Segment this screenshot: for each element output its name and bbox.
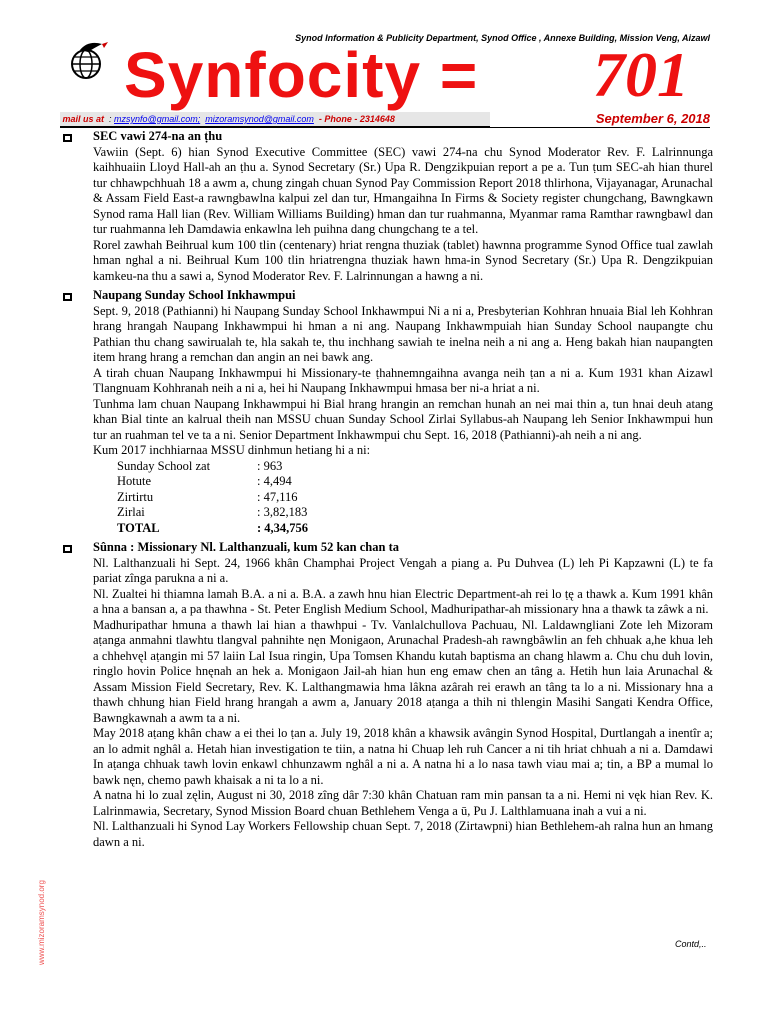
email-link-2[interactable]: mizoramsynod@gmail.com: [205, 114, 314, 124]
contact-bar: mail us at : mzsynfo@gmail.com; mizoramsynod@gmail.com - Phone - 2314648: [60, 112, 490, 127]
stat-value: : 963: [257, 458, 283, 473]
article-paragraph: A natna hi lo zual zęlin, August ni 30, 2018 zîng dâr 7:30 khân Chatuan ram min pansan ta a ni. Hemi ni vęk hian Rev. K. Lalrinmawia, Secretary, Synod Mission Board chuan Bethlehem Venga a ū, Pu J. Lalthlamuana inah a vui a ni.: [93, 788, 713, 818]
checkbox-bullet-icon: [63, 545, 72, 553]
article-paragraph: Madhuripathar hmuna a thawh lai hian a thawhpui - Tv. Vanlalchullova Pachuau, Nl. Laldawngliani Zote leh Mizoram aṭanga anmahni tlawhtu tlangval pahnihte nęn Monigaon, Arunachal Pradesh-ah rawngbâwlin an feh chhuak a,he khua leh a chhehvęl aṭangin mi 57 laiin Lal Isua ringin, Upa Tomsen Khandu kutah baptisma an chang hlawm a. Chu chu duh lovin, ringlo hovin Police hnęnah an hek a. Monigaon Jail-ah hian hun eng emaw chen an tâng a. Hetih hun laia Arunachal & Assam Mission Field Secretary, Rev. K. Lalthangmawia hma lâkna azârah rei erawh an tâng ta lo a ni. Missionary hna a thawh chhung hian Field hrang hrangah a awm a, January 2018 aṭanga a thih ni thlengin Masihi Sangati Kendra Office, Bawngkawnah a awm ta a ni.: [93, 617, 713, 725]
header-divider: [60, 127, 710, 128]
article-title: SEC vawi 274-na an ṭhu: [93, 129, 223, 143]
stat-value: : 4,494: [257, 474, 292, 488]
article-obituary: [93, 540, 713, 850]
article-title: Naupang Sunday School Inkhawmpui: [93, 288, 296, 302]
table-row: [117, 505, 308, 521]
article-paragraph: Vawiin (Sept. 6) hian Synod Executive Committee (SEC) vawi 274-na chu Synod Moderator Rev. F. Lalrinnunga kaihhuaiin Lloyd Hall-ah an ṭhu a. Synod Secretary (Sr.) Upa R. Dengzikpuian report a pe a. Tun ṭum SEC-ah hian thurel tur chhawpchhuah 18 a awm a, chung zingah chuan Synod Pay Commission Report 2018 thlirhona, Vijayanagar, Arunachal & Assam Field East-a rawngbawlna kalpui zel dan tur, Hmangaihna In Firms & Society register chungchang, Bawngkawn Synod rama Hall lian (Rev. William Williams Building) hman dan tur ruahmanna, Myanmar rama Ramthar rawngbawl dan tur ruahmanna leh Damdawia enkawlna leh puihna dang chungchang te a tel.: [93, 144, 713, 236]
stat-label: Hotute: [117, 474, 152, 488]
issue-number: 701: [593, 39, 689, 110]
stat-label: Zirtirtu: [117, 489, 154, 504]
phone-number: - Phone - 2314648: [318, 114, 395, 124]
stat-label: Sunday School zat: [117, 458, 211, 473]
issue-date: September 6, 2018: [560, 111, 710, 128]
mail-label: mail us at: [62, 114, 105, 124]
article-paragraph: A tirah chuan Naupang Inkhawmpui hi Missionary-te ṭhahnemngaihna avanga neih ṭan a ni a. Kum 1931 khan Aizawl Tlangnuam Kohhranah neih a ni a, hei hi Naupang Inkhawmpui hmasa ber ni-a hriat a ni.: [93, 365, 713, 395]
article-paragraph: Nl. Lalthanzuali hi Synod Lay Workers Fellowship chuan Sept. 7, 2018 (Zirtawpni) hian Bethlehem-ah ralna hun an hmang dawn a ni.: [93, 819, 713, 849]
email-link-1[interactable]: mzsynfo@gmail.com;: [114, 114, 201, 124]
article-sunday-school: [93, 288, 713, 536]
checkbox-bullet-icon: [63, 293, 72, 301]
article-paragraph: Nl. Zualtei hi thiamna lamah B.A. a ni a. B.A. a zawh hnu hian Electric Department-ah rei lo ṭę a thawk a. Kum 1991 khân a hna a bansan a, a pa thawhna - St. Peter English Medium School, Madhuripathar-ah missionary hna a thawk ta zâwk a ni.: [93, 586, 713, 616]
article-paragraph: Nl. Lalthanzuali hi Sept. 24, 1966 khân Champhai Project Vengah a piang a. Pu Duhvea (L) leh Pi Kapzawni (L) te fa pariat zînga parukna a ni a.: [93, 555, 713, 585]
globe-logo-icon: [66, 40, 110, 84]
total-label: TOTAL: [117, 520, 160, 535]
website-side-label[interactable]: www.mizoramsynod.org: [37, 880, 46, 965]
article-paragraph: Kum 2017 inchhiarnaa MSSU dinhmun hetiang hi a ni:: [93, 443, 371, 457]
article-paragraph: Tunhma lam chuan Naupang Inkhawmpui hi Bial hrang hrangin an remchan hunah an nei mai thin a, tun hnai deuh atang khan Bial tinte an kalrual theih nan MSSU chuan Sunday School Zirlai Syllabus-ah Naupang leh Senior Inkhawmpui hun tur an ruahman tel ve ta a ni. Senior Department Inkhawmpui chu Sept. 16, 2018 (Pathianni)-ah neih a ni ang.: [93, 396, 713, 442]
stat-value: : 3,82,183: [257, 505, 308, 519]
stat-value: : 47,116: [257, 489, 298, 504]
article-paragraph: Sept. 9, 2018 (Pathianni) hi Naupang Sunday School Inkhawmpui Ni a ni a, Presbyterian Kohhran hnuaia Bial leh Kohhran hrang hrangah Naupang Inkhawmpui hi hman a ni ang. Naupang Inkhawmpuiah hian Sunday School naupangte chu Pathian thu chang sawirualah te, hla sakah te, thu inchhang sawiah te inelna neih a ni ang a. Heng bakah hian naupangten item hrang hrang a remchan dan angin an nei bawk ang.: [93, 303, 713, 364]
table-row: [117, 474, 308, 490]
article-title: Sûnna : Missionary Nl. Lalthanzuali, kum 52 kan chan ta: [93, 540, 399, 554]
article-paragraph: May 2018 aṭang khân chaw a ei thei lo ṭan a. July 19, 2018 khân a khawsik avângin Synod Hospital, Durtlangah a inentîr a; an lo admit nghâl a. Hetah hian investigation te tiin, a natna hi Chuap leh ruh Cancer a ni tih hriat chhuah a ni a. Damdawi In aṭanga chhuak tawh lovin enkawl chhunzawm nghâl a ni a. A natna hi a lo nasa tawh viau mai a; tin, a BP a mumal lo bawk nęn, chemo pawh khaisak a ni ta lo a ni.: [93, 726, 713, 787]
newsletter-title: Synfocity =: [124, 39, 479, 111]
department-line: Synod Information & Publicity Department, Synod Office , Annexe Building, Mission Veng, Aizawl: [295, 33, 710, 43]
total-value: : 4,34,756: [257, 520, 309, 535]
article-sec-meeting: [93, 129, 713, 284]
mssu-stats-table: [117, 459, 308, 537]
stat-label: Zirlai: [117, 505, 145, 519]
table-row: [117, 490, 308, 506]
article-content: [93, 129, 713, 854]
article-paragraph: Rorel zawhah Beihrual kum 100 tlin (centenary) hriat rengna thuziak (tablet) hawnna programme Synod Office tual zawlah hman nghal a ni. Beihrual Kum 100 tlin hriatrengna thuziak hawn hma-in Synod Secretary (Sr.) Upa R. Dengzikpuian kamkeu-na thu a sawi a, Synod Moderator Rev. F. Lalrinnungan a hawng a ni.: [93, 237, 713, 283]
total-row: [117, 521, 308, 537]
checkbox-bullet-icon: [63, 134, 72, 142]
continued-note: Contd,..: [675, 939, 707, 949]
table-row: [117, 459, 308, 475]
